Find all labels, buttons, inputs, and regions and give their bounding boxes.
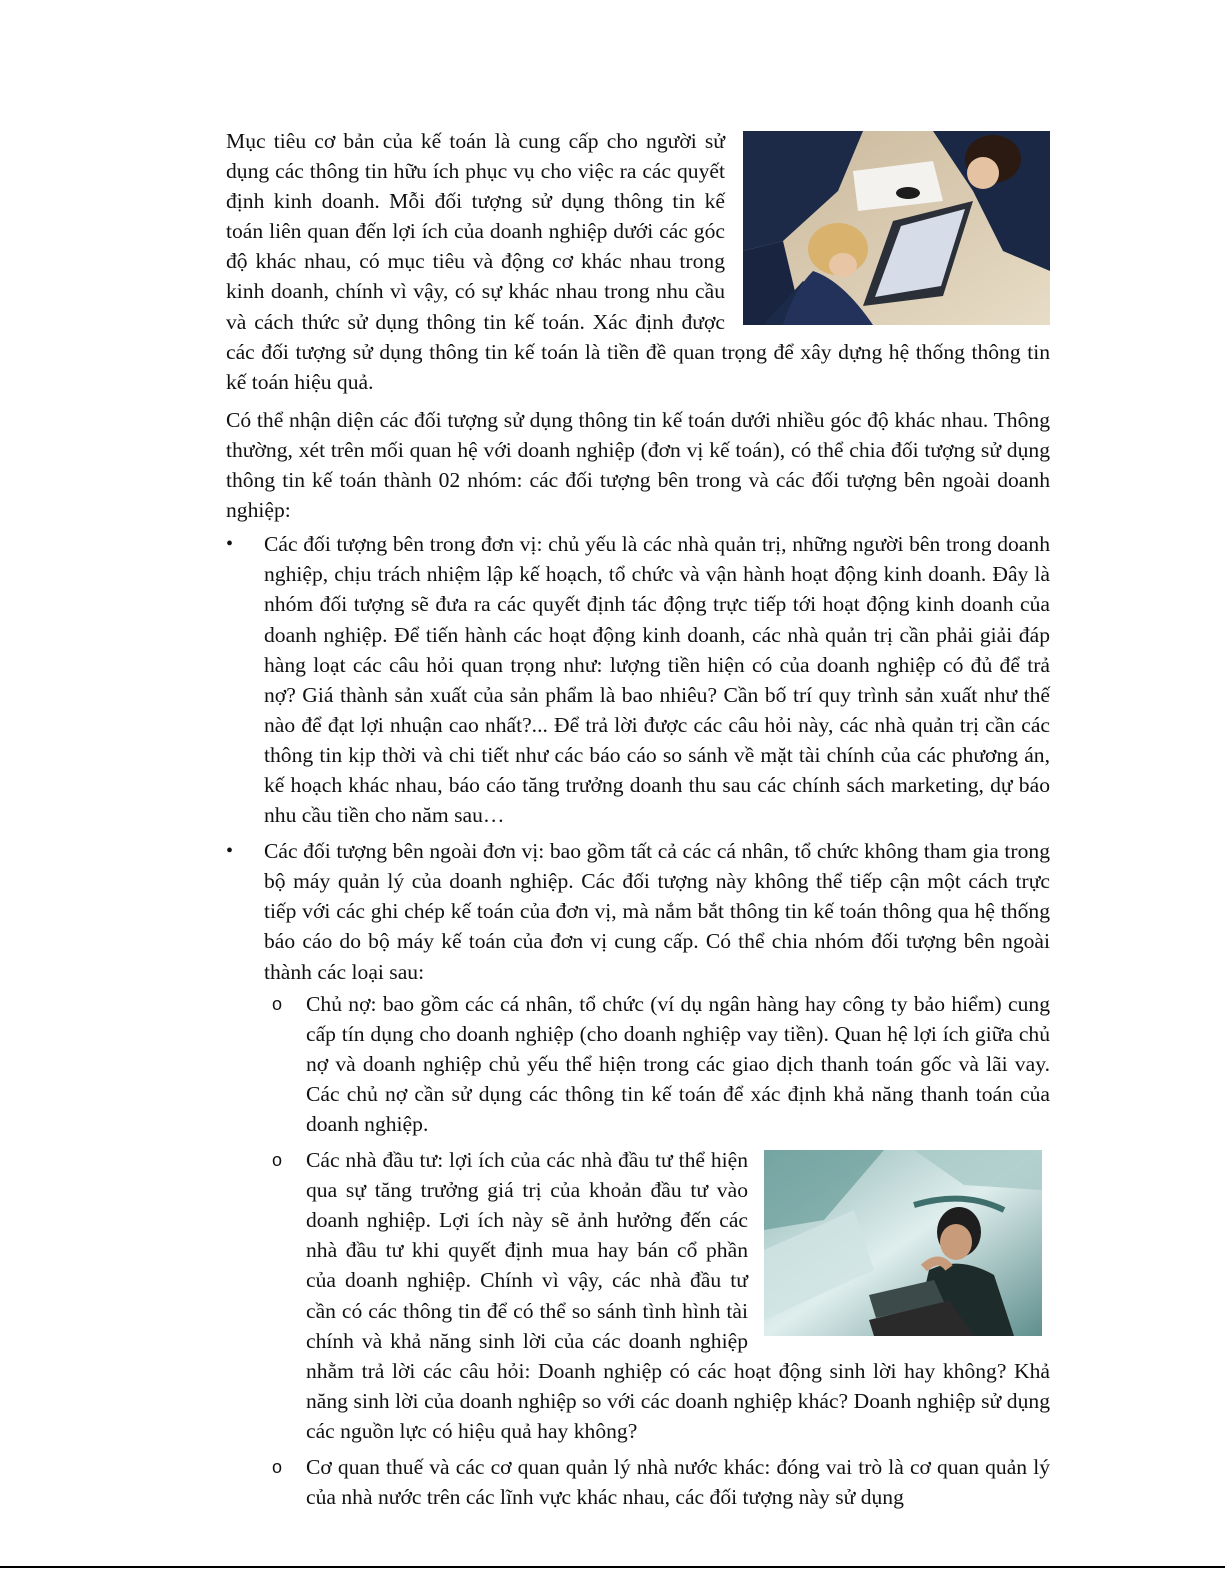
bullet-internal-text: Các đối tượng bên trong đơn vị: chủ yếu là các nhà quản trị, những người bên trong doanh nghiệp, chịu trách nhiệm lập kế hoạch, tổ chức và vận hành hoạt động kinh doanh. Đây là nhóm đối tượng sẽ đưa ra các quyết định tác động trực tiếp tới hoạt động kinh doanh của doanh nghiệp. Để tiến hành các hoạt động kinh doanh, các nhà quản trị cần phải giải đáp hàng loạt các câu hỏi quan trọng như: lượng tiền hiện có của doanh nghiệp có đủ để trả nợ? Giá thành sản xuất của sản phẩm là bao nhiêu? Cần bố trí quy trình sản xuất như thế nào để đạt lợi nhuận cao nhất?... Để trả lời được các câu hỏi này, các nhà quản trị cần các thông tin kịp thời và chi tiết như các báo cáo so sánh về mặt tài chính của các phương án, kế hoạch khác nhau, báo cáo tăng trưởng doanh thu sau các chính sách marketing, dự báo nhu cầu tiền cho năm sau… [264,532,1050,828]
list-item [264,989,1050,1139]
document-body [226,126,1050,1518]
business-meeting-photo [743,131,1050,325]
list-item [264,1145,1050,1446]
page-bottom-rule [0,1566,1225,1568]
list-item [226,529,1050,830]
list-item [264,1452,1050,1512]
sub-tax-text: Cơ quan thuế và các cơ quan quản lý nhà nước khác: đóng vai trò là cơ quan quản lý của nhà nước trên các lĩnh vực khác nhau, các đối tượng này sử dụng [306,1455,1050,1510]
paragraph-intro: Mục tiêu cơ bản của kế toán là cung cấp cho người sử dụng các thông tin hữu ích phục vụ cho việc ra các quyết định kinh doanh. Mỗi đối tượng sử dụng thông tin kế toán liên quan đến lợi ích của doanh nghiệp dưới các góc độ khác nhau, có mục tiêu và động cơ khác nhau trong kinh doanh, chính vì vậy, có sự khác nhau trong nhu cầu và cách thức sử dụng thông tin kế toán. Xác định được các đối tượng sử dụng thông tin kế toán là tiền đề quan trọng để xây dựng hệ thống thông tin kế toán hiệu quả. [226,129,1050,394]
paragraph-groups: Có thể nhận diện các đối tượng sử dụng thông tin kế toán dưới nhiều góc độ khác nhau. Thông thường, xét trên mối quan hệ với doanh nghiệp (đơn vị kế toán), có thể chia đối tượng sử dụng thông tin kế toán thành 02 nhóm: các đối tượng bên trong và các đối tượng bên ngoài doanh nghiệp: [226,407,1050,523]
sub-creditors-text: Chủ nợ: bao gồm các cá nhân, tổ chức (ví dụ ngân hàng hay công ty bảo hiểm) cung cấp tín dụng cho doanh nghiệp (cho doanh nghiệp vay tiền). Quan hệ lợi ích giữa chủ nợ và doanh nghiệp chủ yếu thể hiện trong các giao dịch thanh toán gốc và lãi vay. Các chủ nợ cần sử dụng các thông tin kế toán để xác định khả năng thanh toán của doanh nghiệp. [306,991,1050,1136]
sub-investors-text: Các nhà đầu tư: lợi ích của các nhà đầu tư thể hiện qua sự tăng trưởng giá trị của khoản đầu tư vào doanh nghiệp. Lợi ích này sẽ ảnh hưởng đến các nhà đầu tư khi quyết định mua hay bán cổ phần của doanh nghiệp. Chính vì vậy, các nhà đầu tư cần có các thông tin để có thể so sánh tình hình tài chính và khả năng sinh lời của các doanh nghiệp nhằm trả lời các câu hỏi: Doanh nghiệp có các hoạt động sinh lời hay không? Khả năng sinh lời của doanh nghiệp so với các doanh nghiệp khác? Doanh nghiệp sử dụng các nguồn lực có hiệu quả hay không? [306,1148,1050,1443]
bullet-external-text: Các đối tượng bên ngoài đơn vị: bao gồm tất cả các cá nhân, tổ chức không tham gia trong bộ máy quản lý của doanh nghiệp. Các đối tượng này không thể tiếp cận một cách trực tiếp với các ghi chép kế toán của đơn vị, mà nắm bắt thông tin kế toán thông qua hệ thống báo cáo do bộ máy kế toán của đơn vị cung cấp. Có thể chia nhóm đối tượng bên ngoài thành các loại sau: [264,839,1050,984]
investor-laptop-photo [764,1150,1042,1336]
user-groups-list [226,529,1050,1512]
external-groups-list [264,989,1050,1513]
list-item [226,836,1050,1512]
